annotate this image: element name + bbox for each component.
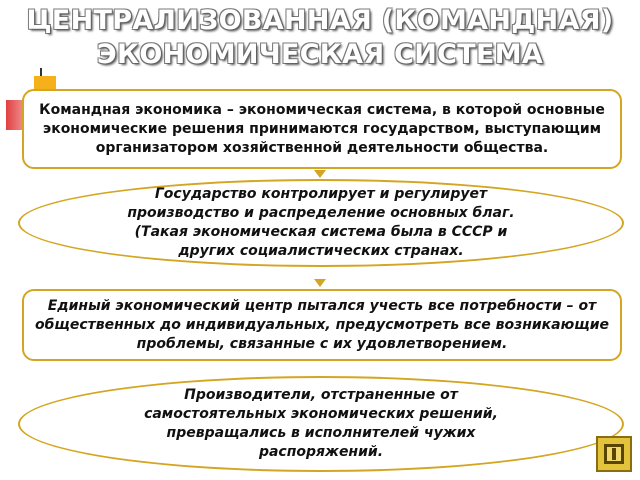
- producers-oval: [18, 376, 624, 472]
- definition-box: [22, 89, 622, 169]
- definition-text: Командная экономика – экономическая система, в которой основные экономические решения принимаются государством, выступающим организатором хозяйственной деятельности общества.: [39, 101, 605, 156]
- control-text: Государство контролирует и регулирует производство и распределение основных благ. (Такая экономическая система была в СССР и других социалистических странах.: [127, 186, 515, 259]
- exit-door-icon: [604, 444, 624, 464]
- title-line-2: ЭКОНОМИЧЕСКАЯ СИСТЕМА: [96, 39, 544, 70]
- slide-title: [0, 4, 640, 72]
- producers-text: Производители, отстраненные от самостоятельных экономических решений, превращались в исполнителей чужих распоряжений.: [144, 387, 498, 460]
- control-oval: [18, 179, 624, 267]
- exit-button[interactable]: [596, 436, 632, 472]
- arrow-down-icon: [314, 170, 326, 178]
- arrow-down-icon: [314, 279, 326, 287]
- center-box: [22, 289, 622, 361]
- title-line-1: ЦЕНТРАЛИЗОВАННАЯ (КОМАНДНАЯ): [26, 5, 614, 36]
- center-text: Единый экономический центр пытался учесть все потребности – от общественных до индивидуальных, предусмотреть все возникающие проблемы, связанные с их удовлетворением.: [34, 297, 610, 352]
